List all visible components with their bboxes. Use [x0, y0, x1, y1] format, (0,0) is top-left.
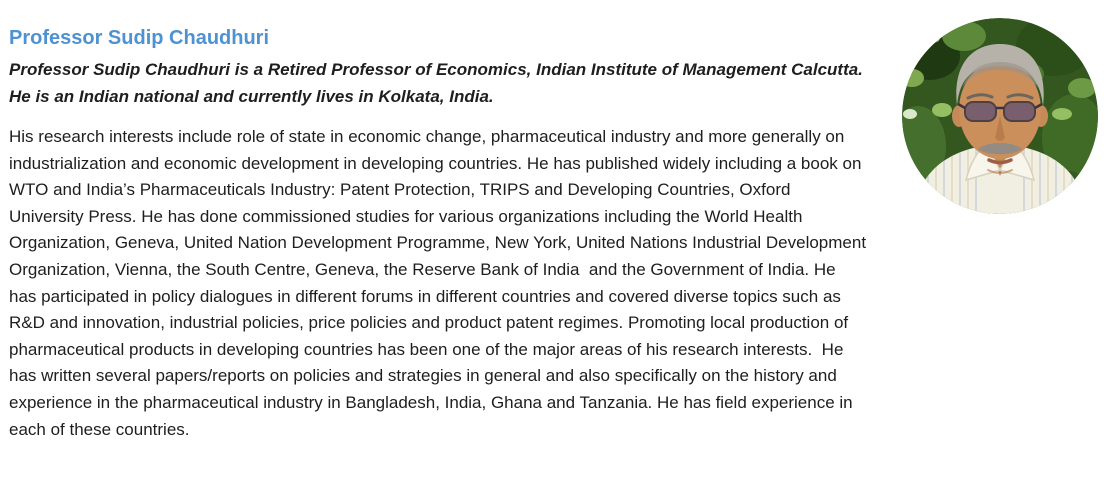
bio-section	[9, 0, 871, 443]
bio-paragraph: His research interests include role of state in economic change, pharmaceutical industry and more generally on industrialization and economic development in developing countries. He has published widely including a book on WTO and India’s Pharmaceuticals Industry: Patent Protection, TRIPS and Developing Countries, Oxford University Press. He has done commissioned studies for various organizations including the World Health Organization, Geneva, United Nation Development Programme, New York, United Nations Industrial Development Organization, Vienna, the South Centre, Geneva, the Reserve Bank of India and the Government of India. He has participated in policy dialogues in different forums in different countries and covered diverse topics such as R&D and innovation, industrial policies, price policies and product patent regimes. Promoting local production of pharmaceutical products in developing countries has been one of the major areas of his research interests. He has written several papers/reports on policies and strategies in general and also specifically on the history and experience in the pharmaceutical industry in Bangladesh, India, Ghana and Tanzania. He has field experience in each of these countries.	[9, 127, 871, 439]
page-title: Professor Sudip Chaudhuri	[9, 27, 270, 49]
portrait-illustration	[902, 18, 1098, 214]
portrait-photo	[902, 18, 1098, 214]
bio-subtitle: Professor Sudip Chaudhuri is a Retired Professor of Economics, Indian Institute of Management Calcutta. He is an Indian national and currently lives in Kolkata, India.	[9, 60, 863, 106]
